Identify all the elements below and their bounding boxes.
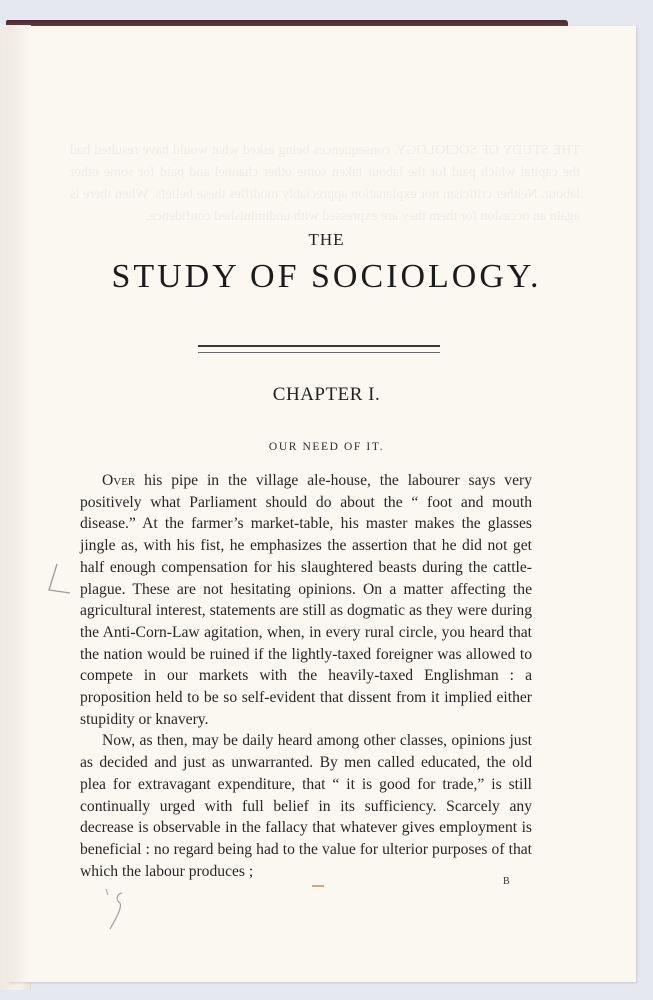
paragraph-lead: Over bbox=[102, 472, 136, 489]
paragraph bbox=[80, 730, 532, 882]
paragraph-text: Now, as then, may be daily heard among other classes, opinions just as decided and just as unwarranted. By men called educated, the old plea for extravagant expenditure, that “ it is good for trade,” is still continually urged with full belief in its sufficiency. Scarcely any decrease is observable in the fallacy that whatever gives employment is beneficial : no regard being had to the value for ulterior purposes of that which the labour produces ; bbox=[80, 732, 532, 880]
body-text bbox=[80, 470, 532, 882]
chapter-title: OUR NEED OF IT. bbox=[268, 441, 385, 453]
paragraph bbox=[80, 470, 532, 730]
book-title: STUDY OF SOCIOLOGY. bbox=[111, 258, 542, 295]
chapter-heading: CHAPTER I. bbox=[272, 384, 381, 405]
title-rule-divider bbox=[198, 345, 440, 353]
page-gutter bbox=[8, 26, 30, 982]
title-prefix: THE bbox=[308, 230, 345, 249]
paragraph-text: his pipe in the village ale-house, the labourer says very positively what Parliament should do about the “ foot and mouth disease.” At the farmer’s market-table, his master makes the glasses jingle as, with his fist, he emphasizes the assertion that he did not get half enough compensation for his slaughtered beasts during the cattle-plague. These are not hesitating opinions. On a matter affecting the agricultural interest, statements are still as dogmatic as they were during the Anti-Corn-Law agitation, when, in every rural circle, you heard that the nation would be ruined if the lightly-taxed foreigner was allowed to compete in our markets with the heavily-taxed Englishman : a proposition held to be so self-evident that dissent from it implied either stupidity or knavery. bbox=[80, 472, 532, 728]
printer-mark bbox=[312, 885, 324, 887]
signature-mark: B bbox=[503, 876, 510, 887]
